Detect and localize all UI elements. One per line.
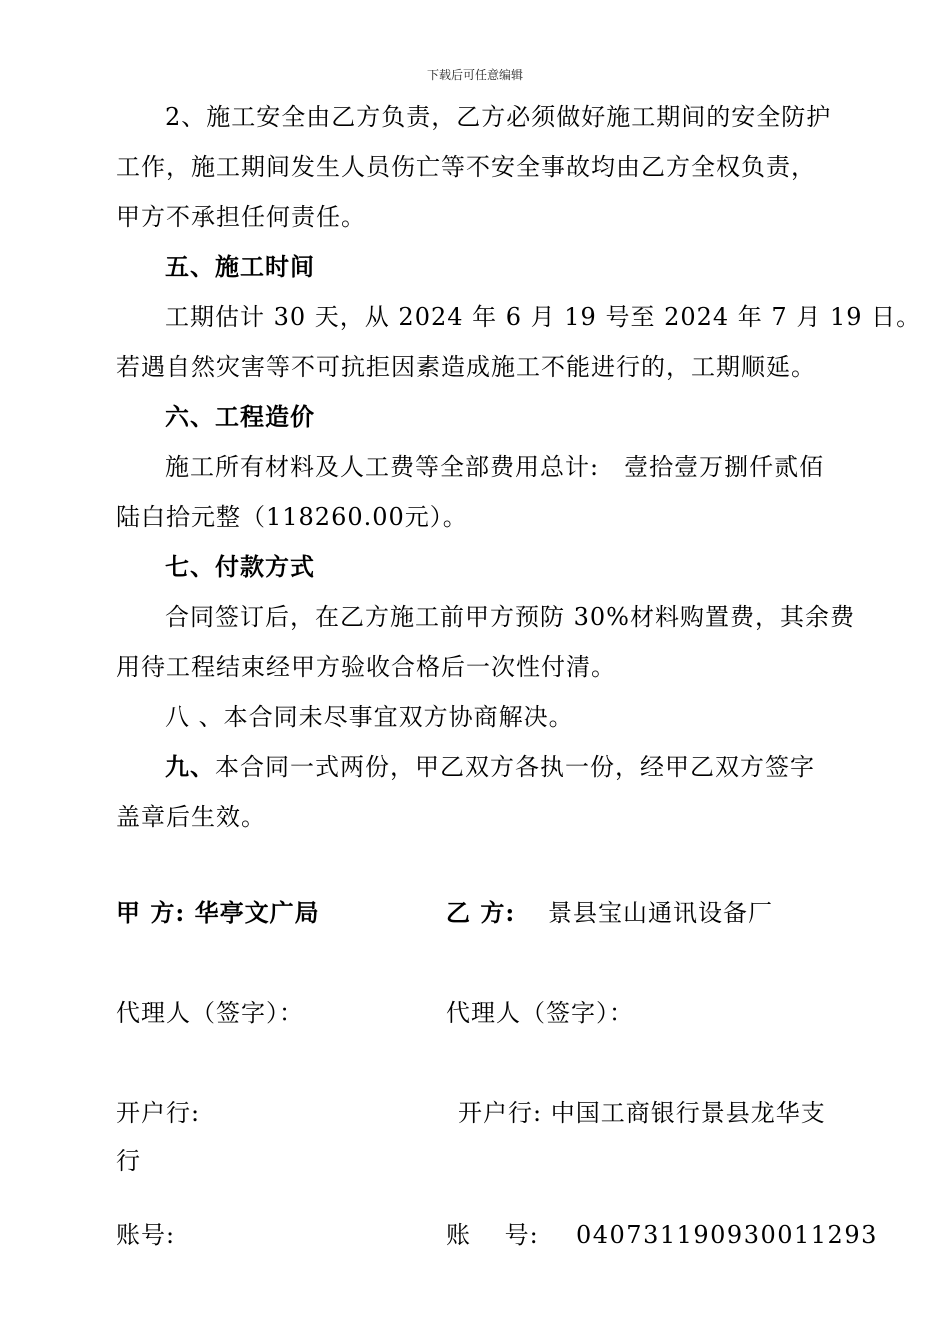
paragraph-line: 合同签订后，在乙方施工前甲方预防 30%材料购置费，其余费 [165,603,855,631]
heading-payment-method [116,542,851,592]
safety-paragraph [116,92,851,242]
payment-paragraph [116,592,855,692]
heading-construction-time [116,242,851,292]
agent-a-signature: 代理人（签字）： [116,999,304,1027]
bank-a-label: 开户行: [116,1099,201,1127]
account-a-label: 账号: [116,1221,176,1249]
party-b-name: 景县宝山通讯设备厂 [548,899,773,927]
page-header: 下载后可任意编辑 [426,68,523,82]
construction-time-paragraph [116,292,922,392]
paragraph-line [116,742,851,792]
project-price-paragraph [116,442,851,542]
heading-text: 七、付款方式 [165,552,315,581]
paragraph-line: 2、施工安全由乙方负责，乙方必须做好施工期间的安全防护 [165,103,832,131]
paragraph-line: 工作，施工期间发生人员伤亡等不安全事故均由乙方全权负责， [116,153,816,181]
heading-text: 六、工程造价 [165,402,315,431]
clause-eight [116,692,851,742]
agent-b-signature: 代理人（签字）： [446,999,634,1027]
heading-project-price [116,392,851,442]
party-a-label: 甲 方: 华亭文广局 [116,898,320,927]
clause-nine-number: 九、 [165,752,215,781]
party-b-label: 乙 方: [446,898,516,927]
paragraph-line: 工期估计 30 天，从 2024 年 6 月 19 号至 2024 年 7 月 19 日。 [165,303,922,331]
bank-b-label: 开户行: 中国工商银行景县龙华支 [458,1099,826,1127]
clause-nine-text: 本合同一式两份，甲乙双方各执一份，经甲乙双方签字 [215,753,815,781]
heading-text: 五、施工时间 [165,252,315,281]
clause-nine [116,742,851,842]
paragraph-line: 若遇自然灾害等不可抗拒因素造成施工不能进行的，工期顺延。 [116,353,816,381]
bank-b-continuation: 行 [116,1147,141,1175]
paragraph-line: 用待工程结束经甲方验收合格后一次性付清。 [116,653,616,681]
paragraph-line: 陆白拾元整（118260.00元）。 [116,503,468,531]
paragraph-line: 盖章后生效。 [116,803,266,831]
paragraph-line: 八 、本合同未尽事宜双方协商解决。 [165,703,574,731]
account-b-number: 040731190930011293 [576,1221,878,1249]
account-b-label: 账 号: [446,1221,539,1249]
paragraph-line: 甲方不承担任何责任。 [116,203,366,231]
paragraph-line: 施工所有材料及人工费等全部费用总计: 壹拾壹万捌仟贰佰 [165,453,825,481]
